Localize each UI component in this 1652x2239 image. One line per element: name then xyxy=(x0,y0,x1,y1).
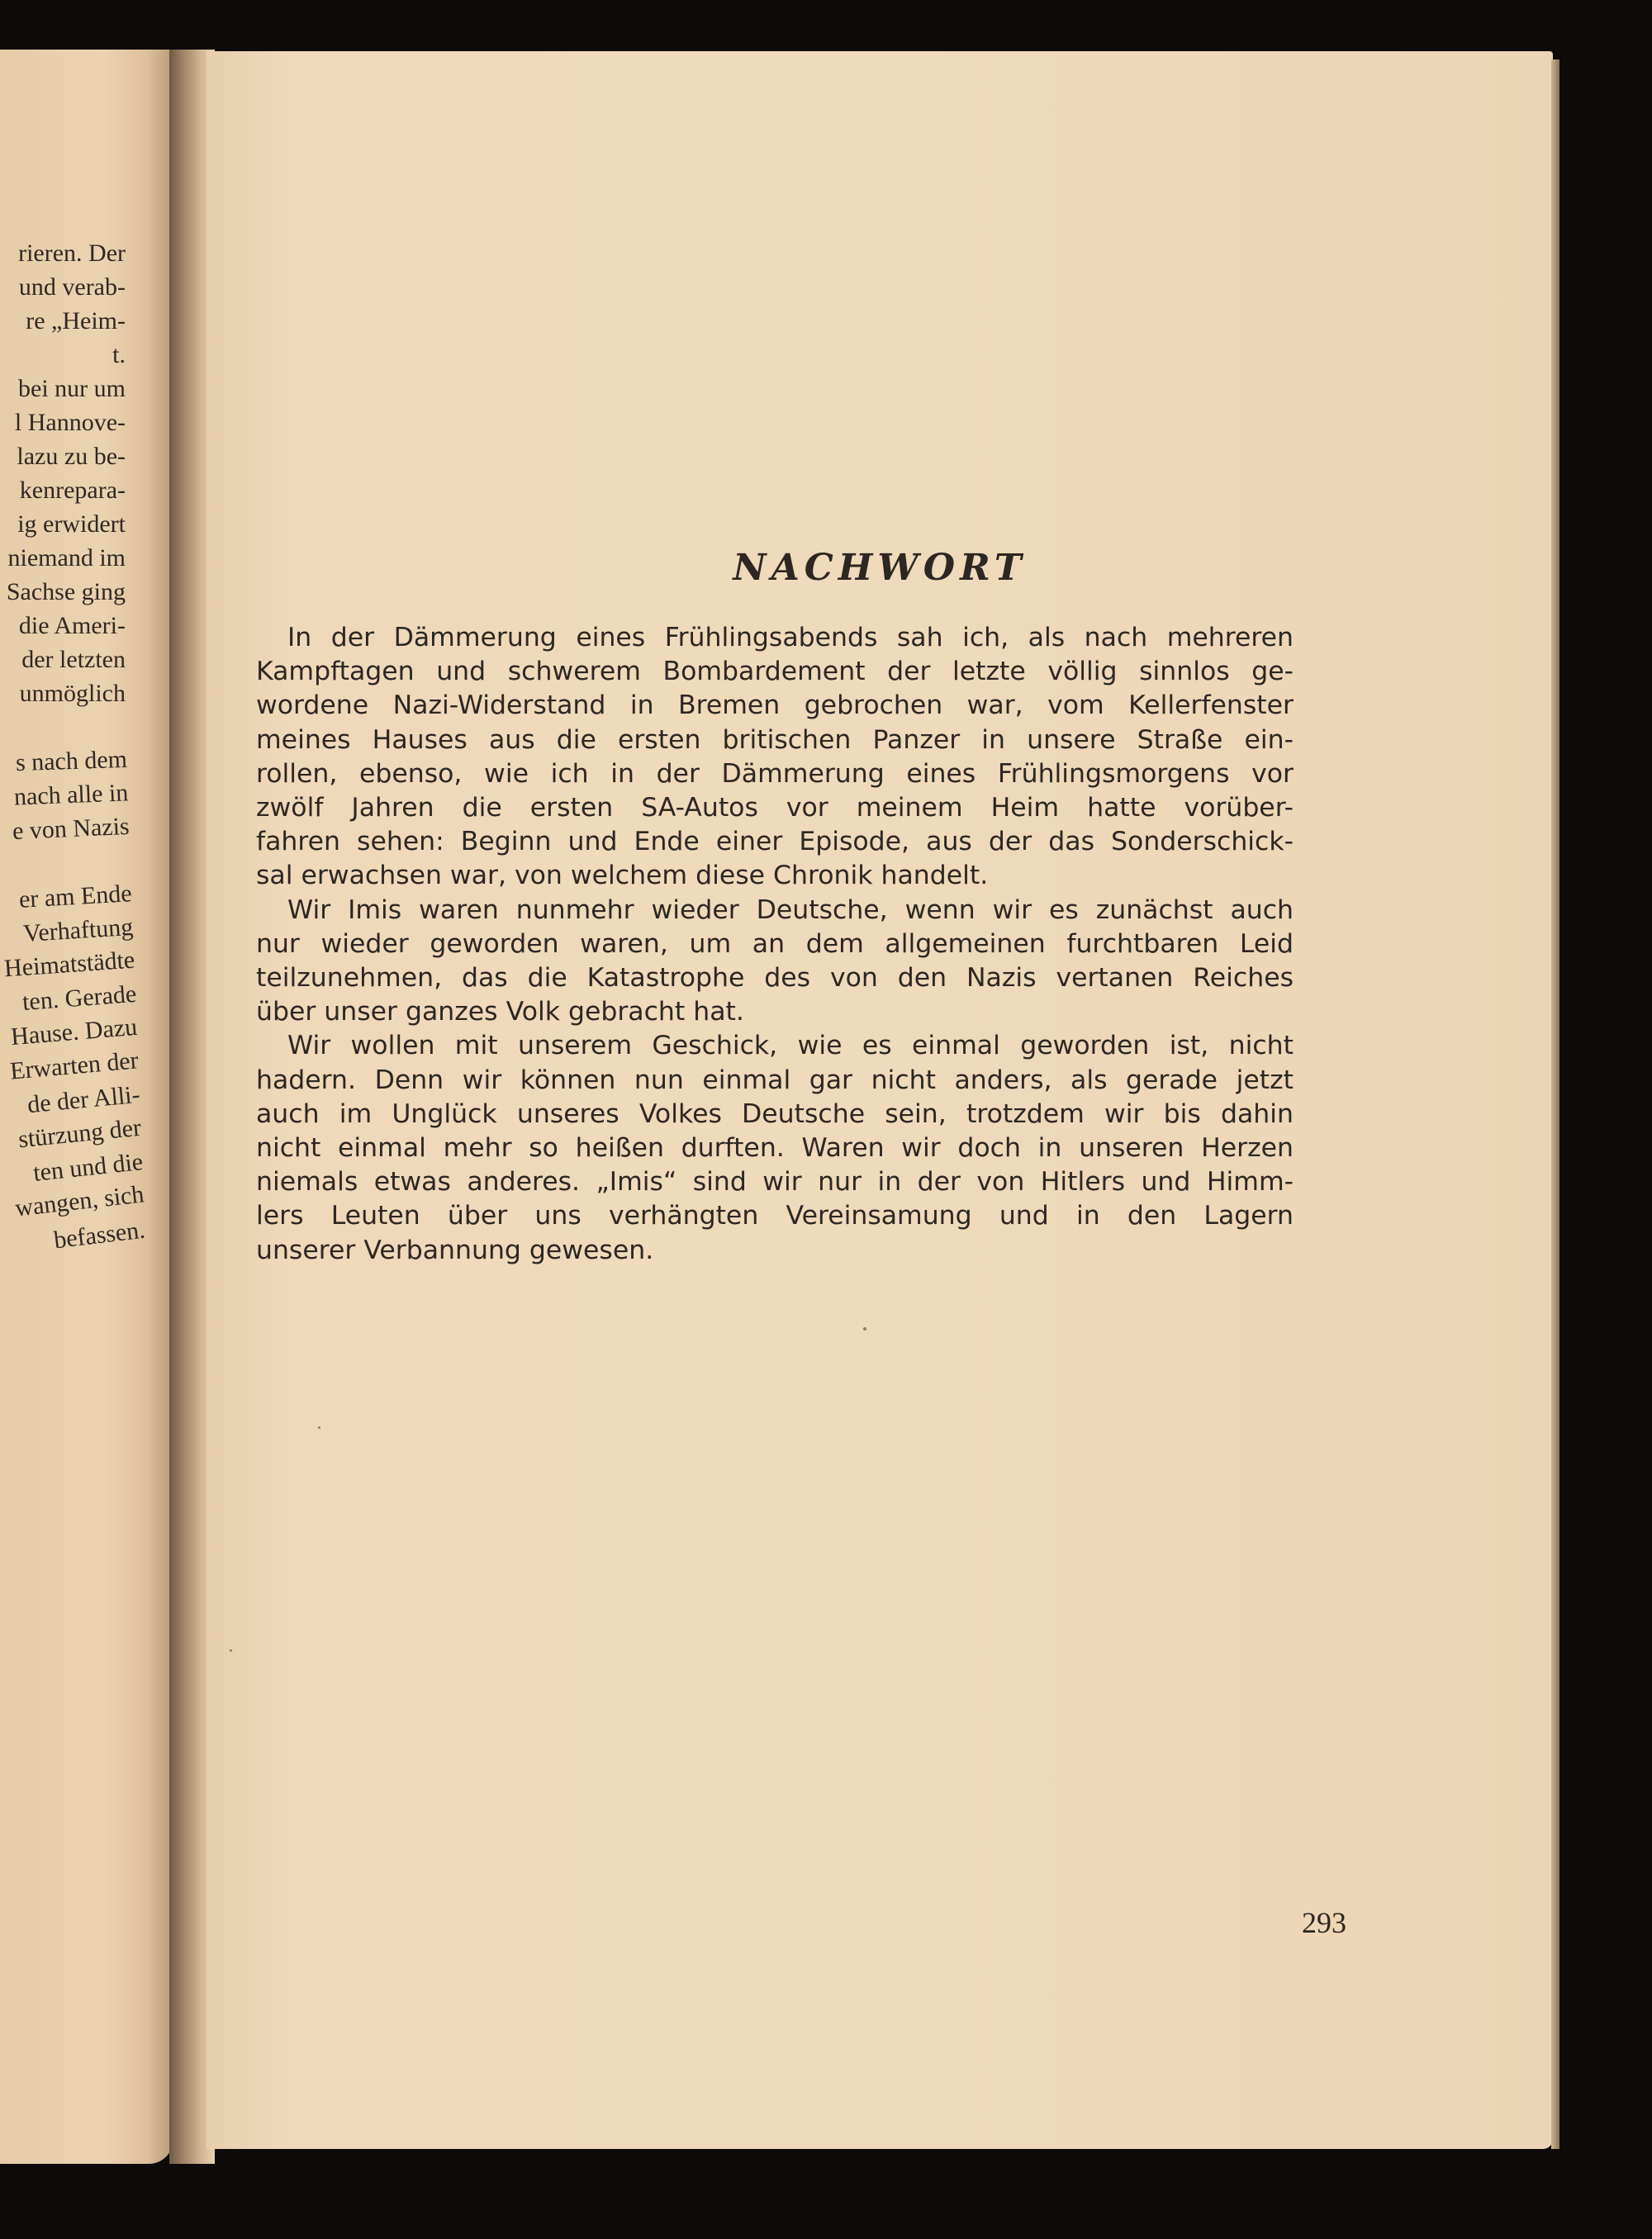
facing-page-line: Hause. Dazu xyxy=(9,1013,139,1051)
text-line: rollen, ebenso, wie ich in der Dämmerung eines Frühlingsmorgens vor xyxy=(256,758,1294,789)
text-line: Wir Imis waren nunmehr wieder Deutsche, wenn wir es zunächst auch xyxy=(287,894,1294,925)
text-line: Wir wollen mit unserem Geschick, wie es einmal geworden ist, nicht xyxy=(287,1031,1294,1061)
paragraph xyxy=(256,894,1294,1030)
facing-page-line: l Hannove- xyxy=(14,409,126,436)
text-line: In der Dämmerung eines Frühlingsabends sah ich, als nach mehreren xyxy=(287,623,1294,652)
text-line: auch im Unglück unseres Volkes Deutsche sein, trotzdem wir bis dahin xyxy=(256,1098,1294,1129)
facing-page-line: lazu zu be- xyxy=(17,443,126,470)
text-line: Kampftagen und schwerem Bombardement der letzte völlig sinnlos ge- xyxy=(256,657,1294,687)
text-line: wordene Nazi-Widerstand in Bremen gebrochen war, vom Kellerfenster xyxy=(256,690,1294,721)
page-heading: NACHWORT xyxy=(733,547,1027,589)
facing-page-line: die Ameri- xyxy=(18,612,126,639)
facing-page-line: wangen, sich xyxy=(13,1180,145,1222)
text-line: lers Leuten über uns verhängten Vereinsamung und in den Lagern xyxy=(256,1201,1294,1231)
text-line: niemals etwas anderes. „Imis“ sind wir nur in der von Hitlers und Himm- xyxy=(256,1167,1294,1198)
body-text xyxy=(256,621,1294,1268)
paragraph xyxy=(256,1029,1294,1267)
facing-page-line: bei nur um xyxy=(18,375,126,402)
paper-speck xyxy=(318,1426,320,1429)
facing-page-line: Sachse ging xyxy=(6,578,126,605)
facing-page-line: er am Ende xyxy=(18,880,133,913)
facing-page-line: niemand im xyxy=(7,544,126,572)
facing-page-line: Verhaftung xyxy=(22,913,135,948)
text-line: unserer Verbannung gewesen. xyxy=(256,1235,654,1265)
facing-page-line: ten. Gerade xyxy=(21,980,137,1017)
text-line: fahren sehen: Beginn und Ende einer Episode, aus der das Sonderschick- xyxy=(256,827,1294,857)
text-line: über unser ganzes Volk gebracht hat. xyxy=(256,997,744,1027)
text-line: teilzunehmen, das die Katastrophe des von den Nazis vertanen Reiches xyxy=(256,963,1294,994)
text-line: zwölf Jahren die ersten SA-Autos vor meinem Heim hatte vorüber- xyxy=(256,793,1294,823)
facing-page-line: s nach dem xyxy=(15,745,128,777)
facing-page-line: stürzung der xyxy=(17,1113,143,1154)
facing-page-line: unmöglich xyxy=(19,680,126,707)
facing-page-line: de der Alli- xyxy=(26,1080,141,1119)
facing-page xyxy=(0,50,173,2164)
facing-page-line: re „Heim- xyxy=(26,307,126,334)
facing-page-line: rieren. Der xyxy=(18,240,126,267)
paper-speck xyxy=(230,1649,232,1652)
facing-page-line: und verab- xyxy=(18,273,126,301)
facing-page-line: Heimatstädte xyxy=(2,946,136,983)
text-line: nicht einmal mehr so heißen durften. Waren wir doch in unseren Herzen xyxy=(256,1133,1294,1164)
facing-page-line: e von Nazis xyxy=(12,812,131,846)
text-line: meines Hauses aus die ersten britischen Panzer in unsere Straße ein- xyxy=(256,724,1294,755)
facing-page-line: ig erwidert xyxy=(17,510,126,538)
text-line: nur wieder geworden waren, um an dem allgemeinen furchtbaren Leid xyxy=(256,928,1294,959)
facing-page-line: der letzten xyxy=(21,646,126,673)
facing-page-line: befassen. xyxy=(52,1216,147,1255)
page-edge xyxy=(1551,59,1559,2149)
book-page xyxy=(206,51,1553,2149)
facing-page-line: nach alle in xyxy=(13,779,129,811)
facing-page-line: t. xyxy=(112,341,126,368)
facing-page-line: kenrepara- xyxy=(19,477,126,504)
text-line: sal erwachsen war, von welchem diese Chronik handelt. xyxy=(256,861,989,891)
page-number: 293 xyxy=(1302,1906,1346,1939)
paragraph xyxy=(256,621,1294,894)
facing-page-line: Erwarten der xyxy=(9,1046,140,1085)
text-line: hadern. Denn wir können nun einmal gar nicht anders, als gerade jetzt xyxy=(256,1065,1294,1095)
facing-page-line: ten und die xyxy=(31,1148,145,1187)
paper-speck xyxy=(863,1327,866,1331)
